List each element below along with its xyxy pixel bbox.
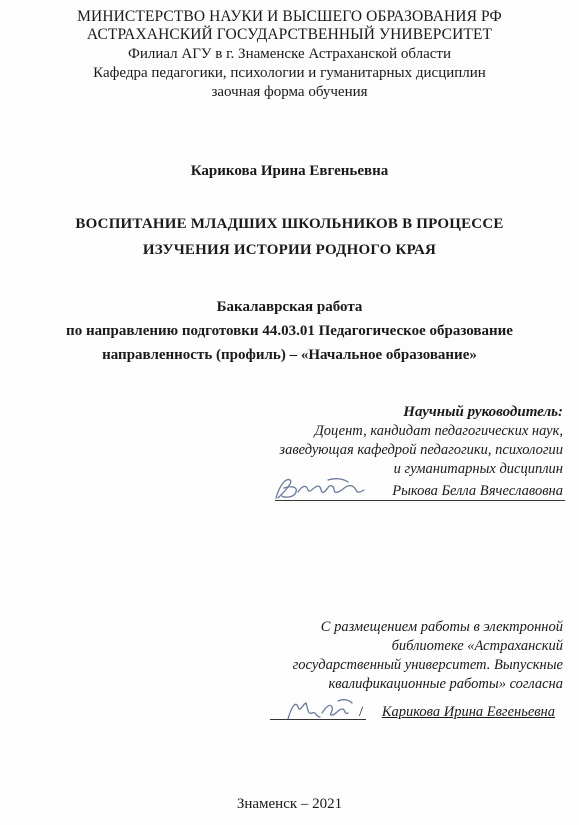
supervisor-position-line1: Доцент, кандидат педагогических наук,: [314, 423, 563, 439]
consent-line4: квалификационные работы» согласна: [328, 676, 563, 692]
work-type: Бакалаврская работа: [216, 299, 363, 315]
supervisor-position-line2: заведующая кафедрой педагогики, психологии: [279, 442, 563, 458]
author-name: Карикова Ирина Евгеньевна: [190, 163, 389, 179]
header-study-form: заочная форма обучения: [211, 84, 368, 100]
author-signature: [282, 695, 362, 725]
consent-line1: С размещением работы в электронной: [320, 619, 563, 635]
footer-place-year: Знаменск – 2021: [236, 796, 343, 812]
header-ministry: МИНИСТЕРСТВО НАУКИ И ВЫСШЕГО ОБРАЗОВАНИЯ РФ: [77, 8, 502, 25]
consent-line2: библиотеке «Астраханский: [391, 638, 563, 654]
header-department: Кафедра педагогики, психологии и гуманитарных дисциплин: [93, 65, 486, 81]
supervisor-name: Рыкова Белла Вячеславовна: [392, 483, 563, 499]
supervisor-heading: Научный руководитель:: [403, 404, 563, 420]
thesis-title-line1: ВОСПИТАНИЕ МЛАДШИХ ШКОЛЬНИКОВ В ПРОЦЕССЕ: [75, 216, 504, 232]
header-branch: Филиал АГУ в г. Знаменске Астраханской области: [127, 46, 452, 62]
thesis-title-line2: ИЗУЧЕНИЯ ИСТОРИИ РОДНОГО КРАЯ: [142, 242, 437, 258]
author-signature-line: [270, 719, 366, 720]
work-direction: по направлению подготовки 44.03.01 Педагогическое образование: [66, 323, 513, 339]
consent-author-name: Карикова Ирина Евгеньевна: [381, 704, 555, 720]
signature-separator: /: [358, 704, 363, 720]
header-university: АСТРАХАНСКИЙ ГОСУДАРСТВЕННЫЙ УНИВЕРСИТЕТ: [86, 26, 493, 43]
consent-line3: государственный университет. Выпускные: [292, 657, 563, 673]
supervisor-position-line3: и гуманитарных дисциплин: [393, 461, 563, 477]
work-profile: направленность (профиль) – «Начальное образование»: [102, 347, 477, 363]
